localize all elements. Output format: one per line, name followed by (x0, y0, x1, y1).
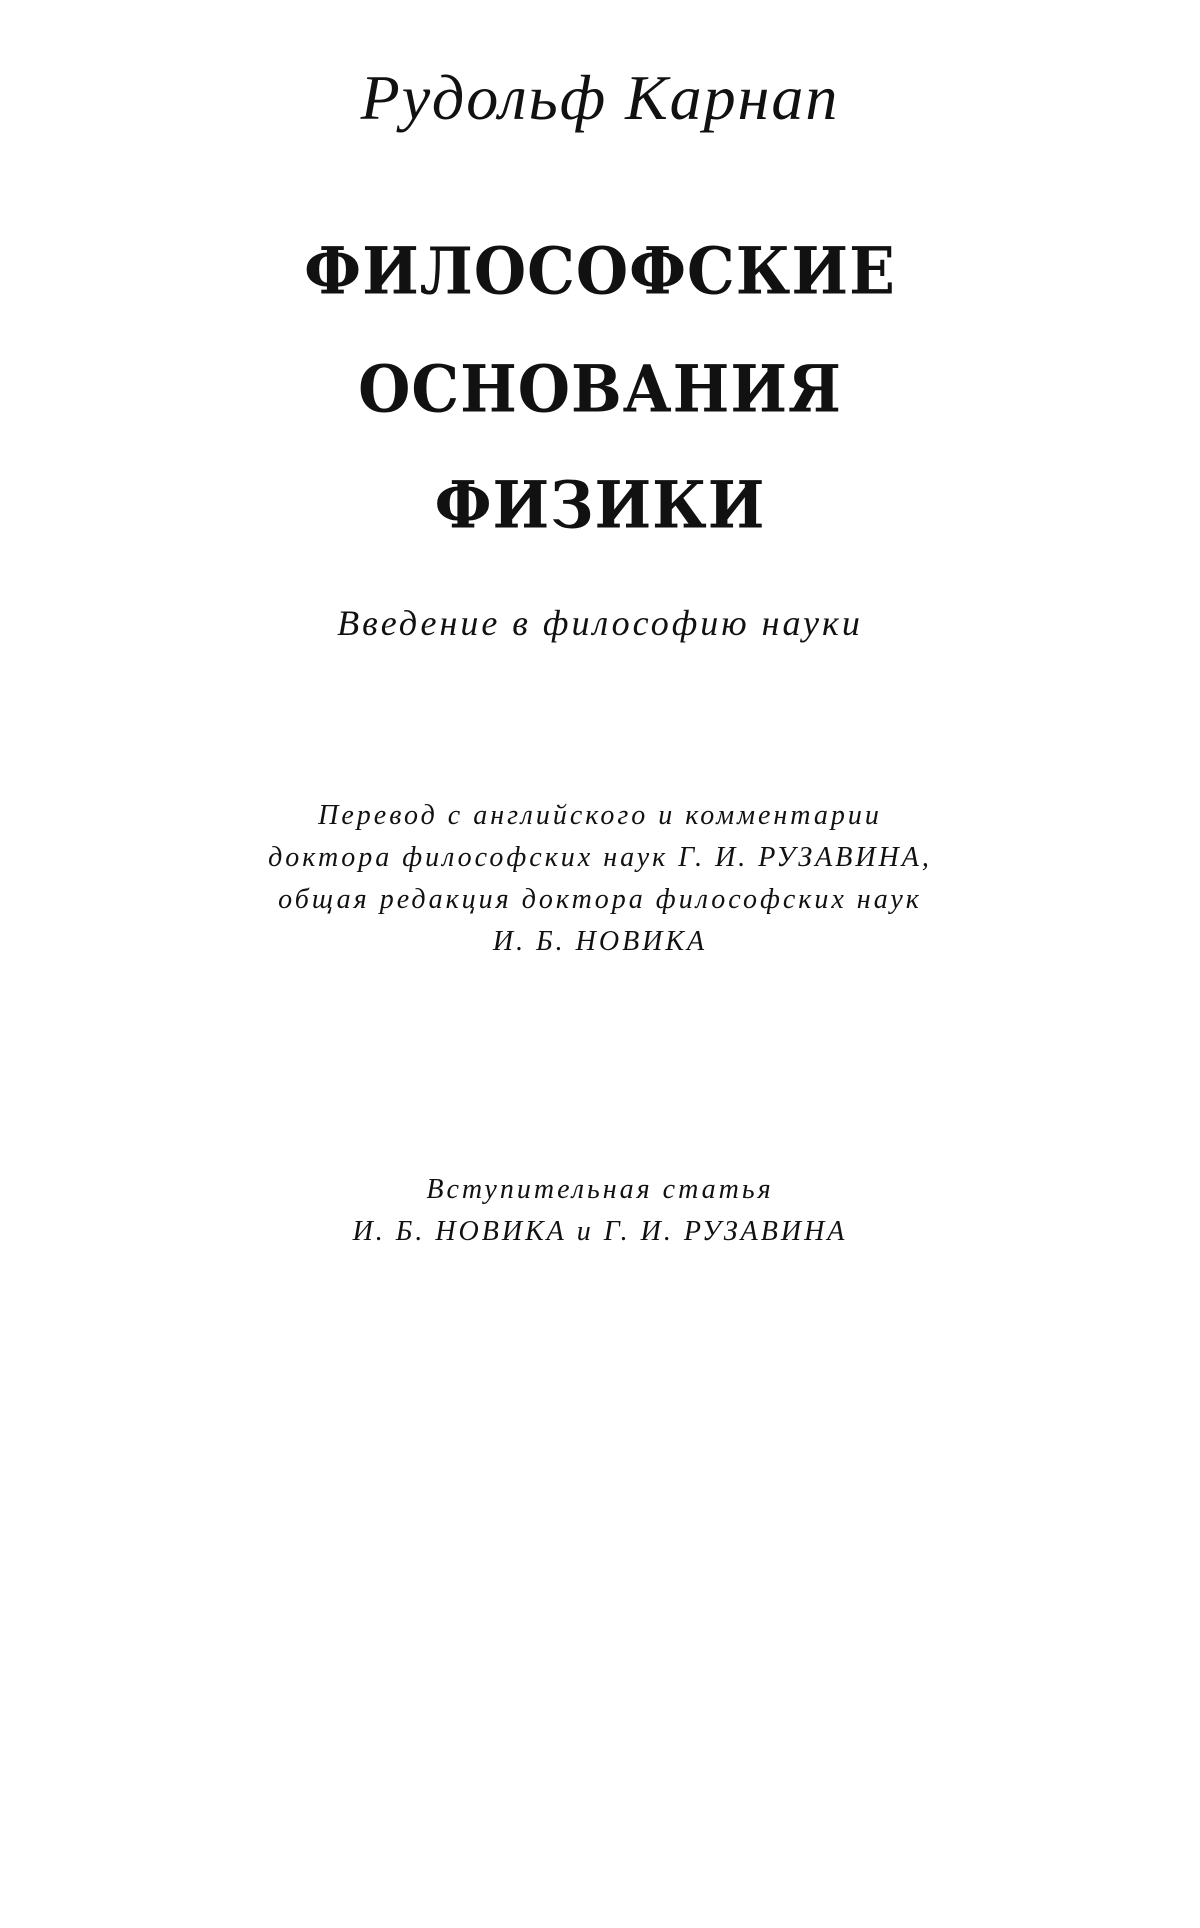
translation-credit-line-4: И. Б. НОВИКА (492, 926, 708, 957)
title-line-2: ОСНОВАНИЯ (358, 352, 842, 428)
intro-credit-line-2: И. Б. НОВИКА и Г. И. РУЗАВИНА (352, 1216, 848, 1247)
intro-credit-line-1: Вступительная статья (426, 1174, 774, 1205)
author-name: Рудольф Карнап (360, 62, 840, 133)
subtitle: Введение в философию науки (337, 603, 863, 643)
translation-credit-line-1: Перевод с английского и комментарии (318, 800, 882, 831)
translation-credit-line-3: общая редакция доктора философских наук (278, 884, 922, 915)
translation-credit-line-2: доктора философских наук Г. И. РУЗАВИНА, (268, 842, 932, 873)
title-line-1: ФИЛОСОФСКИЕ (304, 234, 896, 310)
title-line-3: ФИЗИКИ (434, 468, 766, 544)
